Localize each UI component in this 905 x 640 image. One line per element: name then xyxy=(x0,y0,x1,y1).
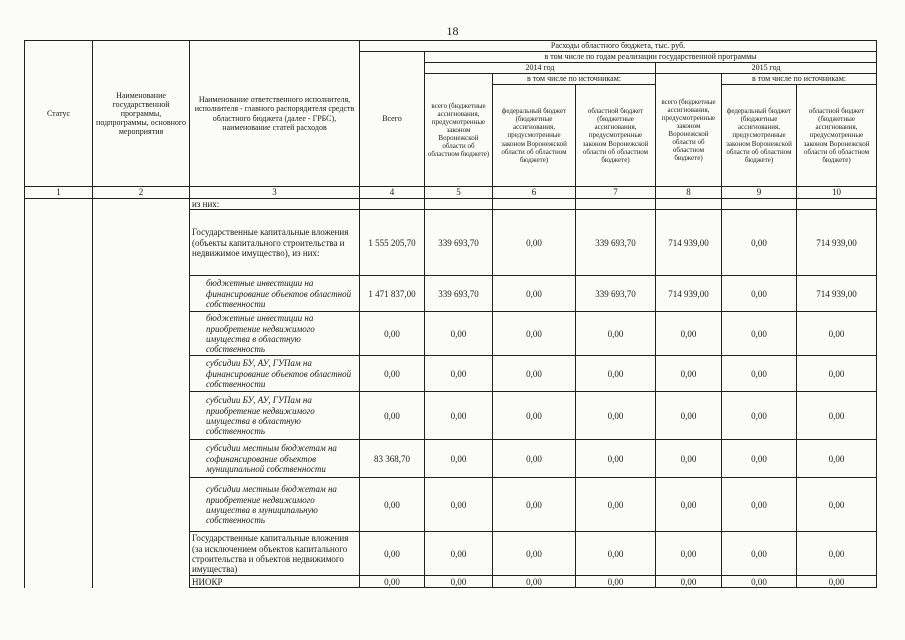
program-cell xyxy=(93,532,190,576)
value-cell: 714 939,00 xyxy=(797,210,877,276)
value-cell: 0,00 xyxy=(722,312,797,356)
value-cell: 0,00 xyxy=(493,276,576,312)
value-cell xyxy=(425,199,493,210)
value-cell: 0,00 xyxy=(656,576,722,588)
value-cell: 0,00 xyxy=(576,356,656,392)
status-cell xyxy=(25,356,93,392)
value-cell: 0,00 xyxy=(360,392,425,440)
value-cell: 0,00 xyxy=(493,356,576,392)
row-label: НИОКР xyxy=(190,576,360,588)
value-cell: 339 693,70 xyxy=(576,210,656,276)
value-cell: 0,00 xyxy=(656,312,722,356)
header-expenses-title: Расходы областного бюджета, тыс. руб. xyxy=(360,41,877,52)
program-cell xyxy=(93,440,190,478)
header-by-years: в том числе по годам реализации государственной программы xyxy=(425,52,877,63)
value-cell: 0,00 xyxy=(797,392,877,440)
value-cell: 0,00 xyxy=(493,312,576,356)
program-cell xyxy=(93,478,190,532)
value-cell: 0,00 xyxy=(576,440,656,478)
value-cell: 0,00 xyxy=(576,576,656,588)
budget-table xyxy=(24,40,877,588)
value-cell: 0,00 xyxy=(656,440,722,478)
row-label: субсидии БУ, АУ, ГУПам на финансирование объектов областной собственности xyxy=(190,356,360,392)
table-row xyxy=(25,532,877,576)
column-number: 10 xyxy=(797,187,877,199)
header-year-2014: 2014 год xyxy=(425,63,656,74)
page-number: 18 xyxy=(446,24,459,38)
value-cell: 0,00 xyxy=(360,356,425,392)
value-cell: 1 555 205,70 xyxy=(360,210,425,276)
value-cell: 0,00 xyxy=(576,312,656,356)
value-cell: 0,00 xyxy=(425,576,493,588)
value-cell xyxy=(797,199,877,210)
status-cell xyxy=(25,576,93,588)
header-federal-2014: федеральный бюджет (бюджетные ассигнования, предусмотренные законом Воронежской области об областном бюджете) xyxy=(493,85,576,187)
column-number: 3 xyxy=(190,187,360,199)
value-cell: 0,00 xyxy=(493,576,576,588)
row-label: бюджетные инвестиции на приобретение недвижимого имущества в областную собственность xyxy=(190,312,360,356)
program-cell xyxy=(93,312,190,356)
status-cell xyxy=(25,392,93,440)
header-status: Статус xyxy=(25,41,93,187)
value-cell: 0,00 xyxy=(722,276,797,312)
program-cell xyxy=(93,576,190,588)
header-program-name: Наименование государственной программы, подпрограммы, основного мероприятия xyxy=(93,41,190,187)
program-cell xyxy=(93,356,190,392)
program-cell xyxy=(93,210,190,276)
column-number: 9 xyxy=(722,187,797,199)
value-cell: 714 939,00 xyxy=(656,210,722,276)
table-row xyxy=(25,356,877,392)
value-cell: 0,00 xyxy=(425,356,493,392)
header-executor: Наименование ответственного исполнителя, исполнителя - главного распорядителя средств областного бюджета (далее - ГРБС), наименование статей расходов xyxy=(190,41,360,187)
column-number: 8 xyxy=(656,187,722,199)
row-label: Государственные капитальные вложения (за исключением объектов капитального строительства и объектов недвижимого имущества) xyxy=(190,532,360,576)
status-cell xyxy=(25,210,93,276)
value-cell: 0,00 xyxy=(722,210,797,276)
header-all-budget-2014: всего (бюджетные ассигнования, предусмотренные законом Воронежской области об областном бюджете) xyxy=(425,74,493,187)
header-regional-2015: областной бюджет (бюджетные ассигнования, предусмотренные законом Воронежской области об областном бюджете) xyxy=(797,85,877,187)
value-cell xyxy=(493,199,576,210)
value-cell: 0,00 xyxy=(425,440,493,478)
header-year-2015: 2015 год xyxy=(656,63,877,74)
value-cell: 339 693,70 xyxy=(425,276,493,312)
value-cell: 339 693,70 xyxy=(425,210,493,276)
value-cell: 339 693,70 xyxy=(576,276,656,312)
value-cell: 0,00 xyxy=(797,312,877,356)
value-cell: 0,00 xyxy=(656,392,722,440)
value-cell: 0,00 xyxy=(576,532,656,576)
column-numbers-row xyxy=(25,187,877,199)
header-all-budget-2015: всего (бюджетные ассигнования, предусмотренные законом Воронежской области об областном бюджете) xyxy=(656,74,722,187)
status-cell xyxy=(25,532,93,576)
header-regional-2014: областной бюджет (бюджетные ассигнования, предусмотренные законом Воронежской области об областном бюджете) xyxy=(576,85,656,187)
value-cell: 0,00 xyxy=(722,440,797,478)
header-total: Всего xyxy=(360,52,425,187)
table-row xyxy=(25,392,877,440)
column-number: 2 xyxy=(93,187,190,199)
value-cell: 0,00 xyxy=(797,440,877,478)
value-cell: 0,00 xyxy=(722,478,797,532)
row-label: субсидии местным бюджетам на приобретение недвижимого имущества в муниципальную собственность xyxy=(190,478,360,532)
column-number: 6 xyxy=(493,187,576,199)
header-federal-2015: федеральный бюджет (бюджетные ассигнования, предусмотренные законом Воронежской области об областном бюджете) xyxy=(722,85,797,187)
value-cell: 0,00 xyxy=(360,312,425,356)
value-cell xyxy=(656,199,722,210)
row-label: бюджетные инвестиции на финансирование объектов областной собственности xyxy=(190,276,360,312)
value-cell: 0,00 xyxy=(656,532,722,576)
value-cell: 0,00 xyxy=(360,576,425,588)
value-cell: 0,00 xyxy=(425,532,493,576)
value-cell: 0,00 xyxy=(797,356,877,392)
row-label: Государственные капитальные вложения (объекты капитального строительства и недвижимое имущество), из них: xyxy=(190,210,360,276)
value-cell: 0,00 xyxy=(425,478,493,532)
table-row xyxy=(25,199,877,210)
value-cell: 0,00 xyxy=(797,576,877,588)
row-label: субсидии местным бюджетам на софинансирование объектов муниципальной собственности xyxy=(190,440,360,478)
value-cell xyxy=(360,199,425,210)
table-row xyxy=(25,276,877,312)
value-cell: 0,00 xyxy=(360,532,425,576)
value-cell: 0,00 xyxy=(425,392,493,440)
row-label: субсидии БУ, АУ, ГУПам на приобретение недвижимого имущества в областную собственность xyxy=(190,392,360,440)
status-cell xyxy=(25,276,93,312)
value-cell: 0,00 xyxy=(656,478,722,532)
program-cell xyxy=(93,276,190,312)
value-cell xyxy=(576,199,656,210)
status-cell xyxy=(25,440,93,478)
value-cell: 1 471 837,00 xyxy=(360,276,425,312)
value-cell: 0,00 xyxy=(722,392,797,440)
value-cell: 714 939,00 xyxy=(656,276,722,312)
value-cell: 0,00 xyxy=(493,392,576,440)
header-by-sources-2014: в том числе по источникам: xyxy=(493,74,656,85)
status-cell xyxy=(25,199,93,210)
header-by-sources-2015: в том числе по источникам: xyxy=(722,74,877,85)
table-row xyxy=(25,440,877,478)
status-cell xyxy=(25,312,93,356)
program-cell xyxy=(93,392,190,440)
value-cell: 0,00 xyxy=(493,478,576,532)
value-cell: 0,00 xyxy=(493,210,576,276)
value-cell: 0,00 xyxy=(656,356,722,392)
budget-table-body xyxy=(25,199,877,588)
row-label: из них: xyxy=(190,199,360,210)
program-cell xyxy=(93,199,190,210)
value-cell: 0,00 xyxy=(797,478,877,532)
value-cell: 0,00 xyxy=(722,576,797,588)
value-cell: 714 939,00 xyxy=(797,276,877,312)
value-cell: 0,00 xyxy=(360,478,425,532)
column-number: 7 xyxy=(576,187,656,199)
value-cell: 0,00 xyxy=(493,440,576,478)
column-number: 4 xyxy=(360,187,425,199)
value-cell: 0,00 xyxy=(576,392,656,440)
value-cell: 0,00 xyxy=(722,532,797,576)
value-cell: 0,00 xyxy=(576,478,656,532)
column-number: 5 xyxy=(425,187,493,199)
status-cell xyxy=(25,478,93,532)
value-cell: 0,00 xyxy=(722,356,797,392)
table-row xyxy=(25,576,877,588)
value-cell: 0,00 xyxy=(425,312,493,356)
table-row xyxy=(25,478,877,532)
value-cell: 83 368,70 xyxy=(360,440,425,478)
value-cell: 0,00 xyxy=(797,532,877,576)
table-row xyxy=(25,312,877,356)
value-cell xyxy=(722,199,797,210)
column-number: 1 xyxy=(25,187,93,199)
table-row xyxy=(25,210,877,276)
value-cell: 0,00 xyxy=(493,532,576,576)
